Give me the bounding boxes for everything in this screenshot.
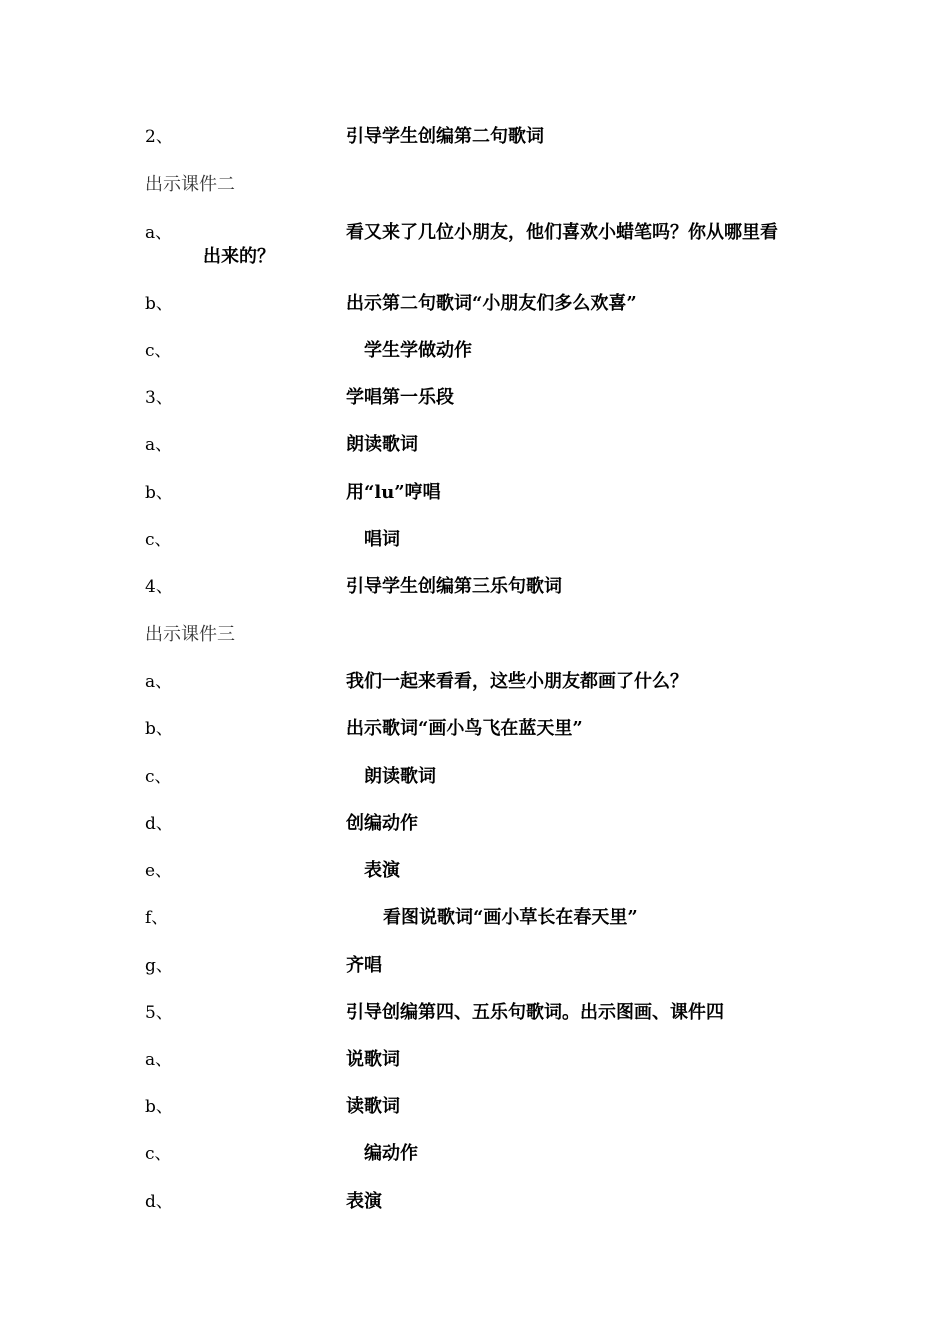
list-text: 出示第二句歌词“小朋友们多么欢喜” xyxy=(346,293,637,314)
section-heading-text: 出示课件二 xyxy=(145,174,235,195)
list-marker: b、 xyxy=(145,719,173,739)
list-marker: 4、 xyxy=(145,577,173,597)
list-text: 出示歌词“画小鸟飞在蓝天里” xyxy=(346,718,583,739)
list-text: 表演 xyxy=(364,860,400,881)
list-item xyxy=(0,860,950,890)
list-text: 朗读歌词 xyxy=(346,434,418,455)
list-marker: a、 xyxy=(145,672,173,692)
section-heading xyxy=(0,624,950,654)
list-text-continuation: 出来的？ xyxy=(203,246,275,267)
list-marker: c、 xyxy=(145,1144,172,1164)
list-item xyxy=(0,482,950,512)
list-item xyxy=(0,1191,950,1221)
list-marker: d、 xyxy=(145,1192,173,1212)
list-text: 读歌词 xyxy=(346,1096,400,1117)
list-text: 引导学生创编第三乐句歌词 xyxy=(346,576,562,597)
list-marker: c、 xyxy=(145,767,172,787)
list-text: 看图说歌词“画小草长在春天里” xyxy=(383,907,638,928)
list-item xyxy=(0,766,950,796)
list-marker: e、 xyxy=(145,861,173,881)
list-item xyxy=(0,1049,950,1079)
list-item xyxy=(0,576,950,606)
section-heading xyxy=(0,174,950,204)
list-text: 我们一起来看看，这些小朋友都画了什么？ xyxy=(346,671,688,692)
list-marker: c、 xyxy=(145,530,172,550)
list-item xyxy=(0,126,950,156)
list-item xyxy=(0,387,950,417)
list-marker: b、 xyxy=(145,483,173,503)
list-item xyxy=(0,529,950,559)
list-marker: 5、 xyxy=(145,1003,173,1023)
list-item xyxy=(0,955,950,985)
list-marker: a、 xyxy=(145,223,173,243)
list-marker: b、 xyxy=(145,294,173,314)
list-marker: 2、 xyxy=(145,127,173,147)
list-text: 表演 xyxy=(346,1191,382,1212)
list-item xyxy=(0,671,950,701)
list-item xyxy=(0,222,950,274)
list-marker: f、 xyxy=(145,908,169,928)
list-item xyxy=(0,718,950,748)
list-text: 看又来了几位小朋友，他们喜欢小蜡笔吗？你从哪里看 xyxy=(346,222,778,243)
list-marker: b、 xyxy=(145,1097,173,1117)
list-text: 说歌词 xyxy=(346,1049,400,1070)
list-text: 用“lu”哼唱 xyxy=(346,482,441,503)
list-marker: g、 xyxy=(145,956,173,976)
list-text: 创编动作 xyxy=(346,813,418,834)
list-item xyxy=(0,813,950,843)
list-marker: a、 xyxy=(145,1050,173,1070)
list-item xyxy=(0,1002,950,1032)
list-item xyxy=(0,340,950,370)
list-item xyxy=(0,907,950,937)
list-text: 齐唱 xyxy=(346,955,382,976)
list-marker: d、 xyxy=(145,814,173,834)
list-item xyxy=(0,1143,950,1173)
section-heading-text: 出示课件三 xyxy=(145,624,235,645)
list-text: 引导创编第四、五乐句歌词。出示图画、课件四 xyxy=(346,1002,724,1023)
list-item xyxy=(0,293,950,323)
list-text: 学生学做动作 xyxy=(364,340,472,361)
list-marker: c、 xyxy=(145,341,172,361)
list-text: 唱词 xyxy=(364,529,400,550)
list-text: 引导学生创编第二句歌词 xyxy=(346,126,544,147)
list-marker: 3、 xyxy=(145,388,173,408)
list-item xyxy=(0,434,950,464)
list-marker: a、 xyxy=(145,435,173,455)
list-text: 学唱第一乐段 xyxy=(346,387,454,408)
list-text: 编动作 xyxy=(364,1143,418,1164)
list-text: 朗读歌词 xyxy=(364,766,436,787)
list-item xyxy=(0,1096,950,1126)
